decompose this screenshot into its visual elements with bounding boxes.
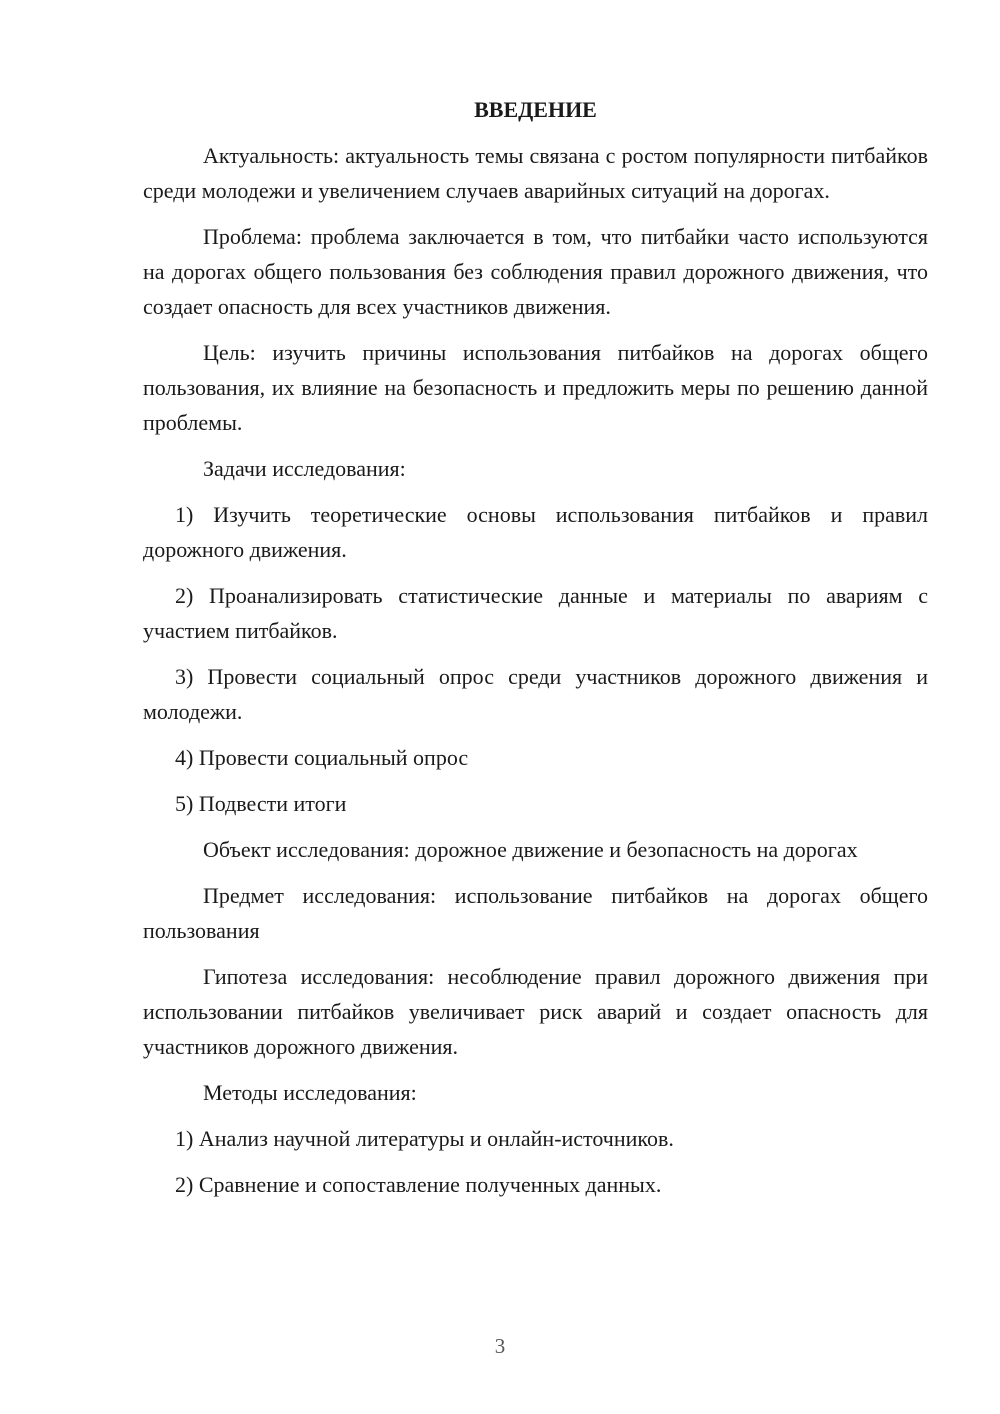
task-item-2: 2) Проанализировать статистические данные и материалы по авариям с участием питбайков. [143, 583, 928, 643]
page-number: 3 [494, 1334, 506, 1358]
task-item-5: 5) Подвести итоги [175, 791, 347, 816]
task-item-1: 1) Изучить теоретические основы использования питбайков и правил дорожного движения. [143, 502, 928, 562]
page-title: ВВЕДЕНИЕ [474, 97, 597, 122]
paragraph-subject: Предмет исследования: использование питбайков на дорогах общего пользования [143, 883, 928, 943]
task-item-3: 3) Провести социальный опрос среди участников дорожного движения и молодежи. [143, 664, 928, 724]
paragraph-object: Объект исследования: дорожное движение и безопасность на дорогах [203, 837, 858, 862]
paragraph-hypothesis: Гипотеза исследования: несоблюдение правил дорожного движения при использовании питбайков увеличивает риск аварий и создает опасность для участников дорожного движения. [143, 964, 928, 1059]
task-item-4: 4) Провести социальный опрос [175, 745, 469, 770]
method-item-2: 2) Сравнение и сопоставление полученных данных. [175, 1172, 662, 1197]
document-page [143, 92, 928, 1213]
paragraph-problem: Проблема: проблема заключается в том, что питбайки часто используются на дорогах общего пользования без соблюдения правил дорожного движения, что создает опасность для всех участников движения. [143, 224, 928, 319]
method-item-1: 1) Анализ научной литературы и онлайн-источников. [175, 1126, 674, 1151]
methods-heading: Методы исследования: [203, 1080, 417, 1105]
paragraph-goal: Цель: изучить причины использования питбайков на дорогах общего пользования, их влияние на безопасность и предложить меры по решению данной проблемы. [143, 340, 928, 435]
tasks-heading: Задачи исследования: [203, 456, 406, 481]
paragraph-relevance: Актуальность: актуальность темы связана с ростом популярности питбайков среди молодежи и увеличением случаев аварийных ситуаций на дорогах. [143, 143, 928, 203]
